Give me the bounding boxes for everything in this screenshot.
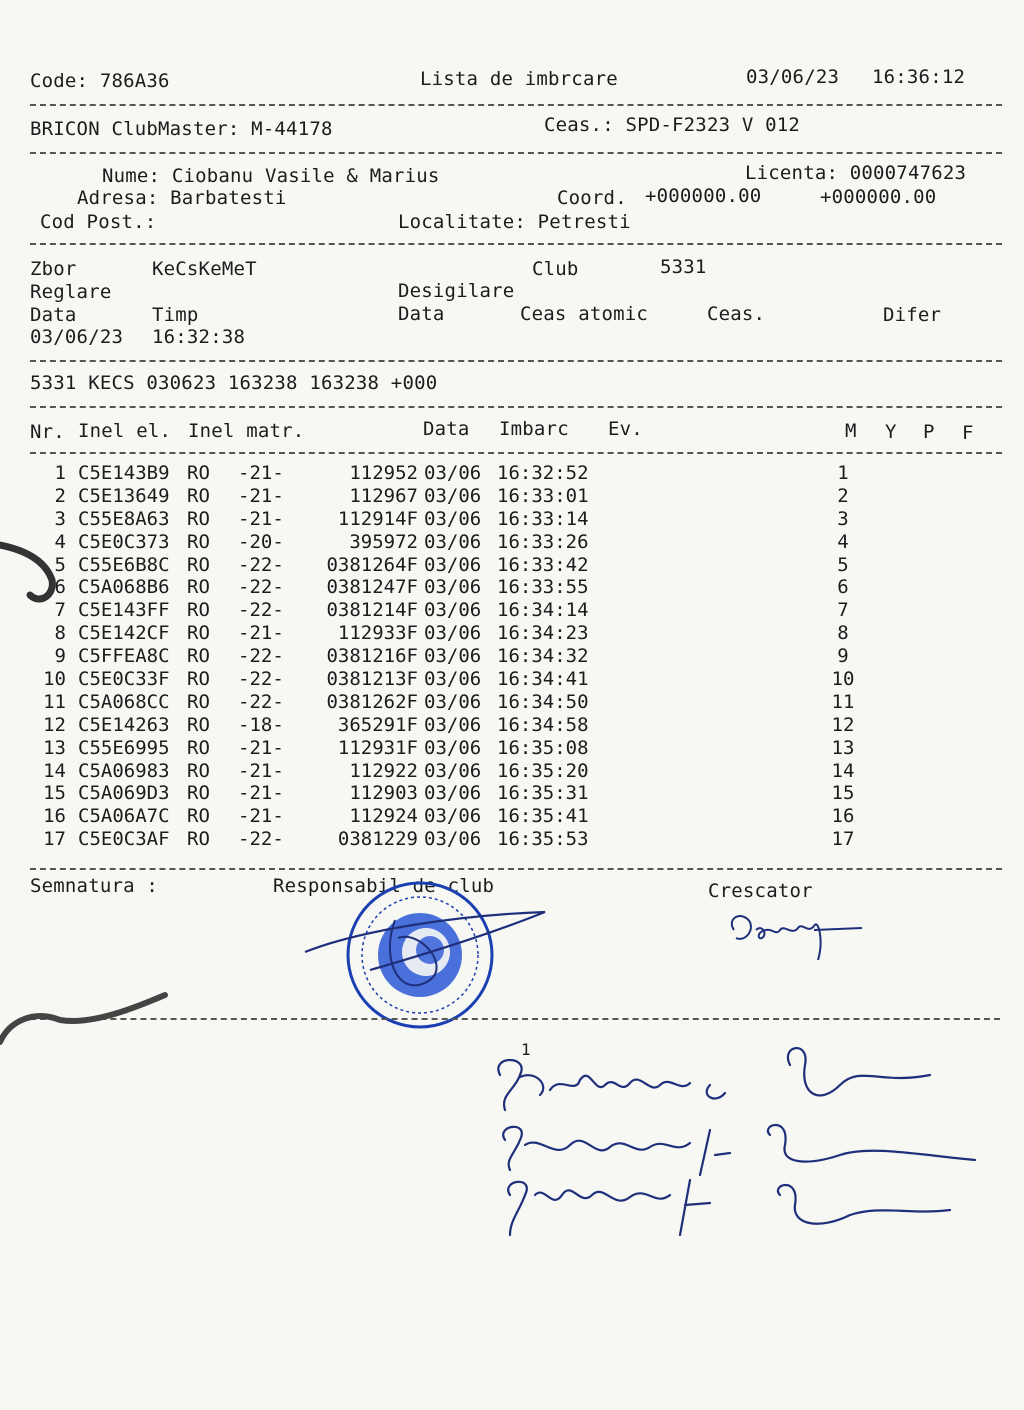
binder-ring-icon [0, 990, 170, 1050]
row-number: 1 [54, 462, 66, 484]
electronic-ring: C5E143FF [78, 599, 170, 622]
header-date: 03/06/23 [746, 66, 840, 88]
arrival-time: 16:33:01 [497, 484, 589, 507]
ring-serial: 0381229 [337, 828, 418, 851]
table-row [0, 760, 1024, 783]
rank: 3 [837, 507, 849, 530]
col-header-inel-el: Inel el. [78, 420, 172, 442]
arrival-date: 03/06 [424, 736, 482, 759]
row-number: 10 [43, 668, 66, 691]
arrival-date: 03/06 [424, 645, 482, 668]
row-number: 8 [54, 622, 66, 645]
arrival-time: 16:34:32 [497, 645, 589, 668]
col-header-p: P [923, 421, 935, 443]
arrival-date: 03/06 [424, 622, 482, 645]
electronic-ring: C5E142CF [78, 622, 170, 645]
page-number: 1 [521, 1040, 531, 1059]
electronic-ring: C5A068B6 [78, 576, 170, 599]
license-label: Licenta: 0000747623 [745, 162, 967, 184]
header-time: 16:36:12 [872, 66, 966, 88]
col-header-m: M [845, 420, 857, 442]
country-code: RO [187, 690, 210, 713]
country-code: RO [187, 759, 210, 782]
country-code: RO [187, 576, 210, 599]
timp-label: Timp [152, 304, 199, 326]
rank: 6 [837, 576, 849, 599]
club-value: 5331 [660, 256, 707, 278]
club-label: Club [532, 258, 579, 280]
ring-year: -22- [238, 828, 284, 851]
ring-serial: 0381216F [326, 645, 418, 668]
arrival-time: 16:35:53 [497, 828, 589, 851]
row-number: 17 [43, 828, 66, 851]
arrival-time: 16:33:42 [497, 553, 589, 576]
ring-serial: 112933F [337, 622, 418, 645]
ring-year: -22- [238, 668, 284, 691]
breeder-label: Crescator [708, 880, 813, 902]
table-row [0, 622, 1024, 645]
arrival-date: 03/06 [424, 462, 482, 484]
table-row [0, 691, 1024, 714]
ring-serial: 0381264F [326, 553, 418, 576]
col-header-data: Data [423, 418, 470, 440]
arrival-date: 03/06 [424, 782, 482, 805]
arrival-time: 16:34:58 [497, 713, 589, 736]
arrival-date: 03/06 [424, 484, 482, 507]
rank: 1 [837, 462, 849, 484]
table-row [0, 828, 1024, 851]
divider [30, 152, 1002, 154]
divider [30, 243, 1002, 245]
ring-serial: 112952 [349, 462, 418, 484]
row-number: 6 [54, 576, 66, 599]
table-row [0, 599, 1024, 622]
electronic-ring: C55E8A63 [78, 507, 170, 530]
country-code: RO [187, 645, 210, 668]
arrival-time: 16:33:26 [497, 530, 589, 553]
flight-label: Zbor [30, 258, 77, 280]
country-code: RO [187, 553, 210, 576]
data-label: Data [30, 304, 77, 326]
ring-year: -20- [238, 530, 284, 553]
electronic-ring: C5E0C3AF [78, 828, 170, 851]
table-row [0, 782, 1024, 805]
table-row [0, 668, 1024, 691]
ring-year: -21- [238, 507, 284, 530]
rank: 14 [831, 759, 855, 782]
divider [30, 104, 1002, 106]
code-label: Code: 786A36 [30, 70, 170, 92]
ring-year: -22- [238, 690, 284, 713]
ring-serial: 395972 [349, 530, 418, 553]
rank: 9 [837, 645, 849, 668]
rank: 17 [831, 828, 855, 851]
ring-year: -21- [238, 622, 284, 645]
difference-label: Difer [883, 304, 942, 326]
flight-code-line: 5331 KECS 030623 163238 163238 +000 [30, 372, 438, 394]
table-row [0, 576, 1024, 599]
electronic-ring: C5E0C33F [78, 668, 170, 691]
table-row [0, 714, 1024, 737]
electronic-ring: C5E143B9 [78, 462, 170, 484]
arrival-date: 03/06 [424, 599, 482, 622]
row-number: 4 [54, 530, 66, 553]
ring-year: -21- [238, 484, 284, 507]
ring-serial: 112903 [349, 782, 418, 805]
row-number: 12 [43, 713, 66, 736]
table-row [0, 508, 1024, 531]
arrival-date: 03/06 [424, 805, 482, 828]
country-code: RO [187, 668, 210, 691]
country-code: RO [187, 805, 210, 828]
ring-year: -21- [238, 759, 284, 782]
divider [30, 360, 1002, 362]
reglare-date: 03/06/23 [30, 326, 124, 348]
row-number: 3 [54, 507, 66, 530]
arrival-date: 03/06 [424, 828, 482, 851]
reglare-time: 16:32:38 [152, 326, 246, 348]
divider [30, 1018, 1000, 1020]
ring-serial: 112922 [349, 759, 418, 782]
arrival-date: 03/06 [424, 690, 482, 713]
table-row [0, 554, 1024, 577]
atomic-clock-label: Ceas atomic [520, 303, 649, 325]
country-code: RO [187, 622, 210, 645]
col-header-nr: Nr. [30, 421, 65, 443]
table-row [0, 531, 1024, 554]
country-code: RO [187, 462, 210, 484]
arrival-time: 16:35:20 [497, 759, 589, 782]
rank: 11 [831, 690, 855, 713]
arrival-time: 16:33:14 [497, 507, 589, 530]
table-row [0, 485, 1024, 508]
arrival-time: 16:35:41 [497, 805, 589, 828]
locality-label: Localitate: Petresti [398, 211, 631, 233]
electronic-ring: C5A06A7C [78, 805, 170, 828]
rank: 5 [837, 553, 849, 576]
row-number: 7 [54, 599, 66, 622]
rank: 12 [831, 713, 855, 736]
arrival-time: 16:34:14 [497, 599, 589, 622]
table-row [0, 737, 1024, 760]
arrival-time: 16:34:41 [497, 668, 589, 691]
rank: 2 [837, 484, 849, 507]
country-code: RO [187, 782, 210, 805]
col-header-f: F [962, 422, 974, 444]
ring-year: -22- [238, 645, 284, 668]
row-number: 16 [43, 805, 66, 828]
clock-col-label: Ceas. [707, 303, 766, 325]
electronic-ring: C5A068CC [78, 690, 170, 713]
electronic-ring: C5A06983 [78, 759, 170, 782]
ring-serial: 112967 [349, 484, 418, 507]
col-header-ev: Ev. [608, 418, 643, 440]
arrival-date: 03/06 [424, 553, 482, 576]
coord-value-2: +000000.00 [820, 186, 937, 208]
ring-serial: 112931F [337, 736, 418, 759]
arrival-table [0, 462, 1024, 851]
ring-serial: 0381213F [326, 668, 418, 691]
row-number: 11 [43, 690, 66, 713]
binder-ring-icon [0, 535, 80, 610]
arrival-time: 16:34:50 [497, 690, 589, 713]
electronic-ring: C5FFEA8C [78, 645, 170, 668]
rank: 10 [831, 668, 855, 691]
country-code: RO [187, 484, 210, 507]
club-responsible-label: Responsabil de club [273, 875, 495, 897]
arrival-date: 03/06 [424, 507, 482, 530]
rank: 4 [837, 530, 849, 553]
table-row [0, 805, 1024, 828]
country-code: RO [187, 736, 210, 759]
ring-year: -22- [238, 576, 284, 599]
reglare-label: Reglare [30, 281, 112, 303]
rank: 8 [837, 622, 849, 645]
row-number: 9 [54, 645, 66, 668]
arrival-time: 16:33:55 [497, 576, 589, 599]
electronic-ring: C5E14263 [78, 713, 170, 736]
row-number: 5 [54, 553, 66, 576]
rank: 13 [831, 736, 855, 759]
country-code: RO [187, 599, 210, 622]
owner-name: Nume: Ciobanu Vasile & Marius [102, 165, 440, 187]
arrival-time: 16:32:52 [497, 462, 589, 484]
arrival-date: 03/06 [424, 576, 482, 599]
col-header-y: Y [885, 421, 897, 443]
ring-year: -22- [238, 599, 284, 622]
table-row [0, 462, 1024, 485]
row-number: 14 [43, 759, 66, 782]
row-number: 13 [43, 736, 66, 759]
arrival-time: 16:35:31 [497, 782, 589, 805]
ring-serial: 0381214F [326, 599, 418, 622]
ring-serial: 365291F [337, 713, 418, 736]
postal-code-label: Cod Post.: [40, 211, 157, 233]
divider [30, 406, 1002, 408]
document-title: Lista de imbrcare [420, 68, 618, 90]
flight-value: KeCsKeMeT [152, 258, 257, 280]
row-number: 15 [43, 782, 66, 805]
col-header-inel-matr: Inel matr. [188, 420, 305, 442]
country-code: RO [187, 828, 210, 851]
country-code: RO [187, 507, 210, 530]
row-number: 2 [54, 484, 66, 507]
electronic-ring: C5E13649 [78, 484, 170, 507]
arrival-time: 16:34:23 [497, 622, 589, 645]
table-row [0, 645, 1024, 668]
country-code: RO [187, 530, 210, 553]
electronic-ring: C55E6995 [78, 736, 170, 759]
ring-year: -21- [238, 462, 284, 484]
device-label: BRICON ClubMaster: M-44178 [30, 118, 333, 140]
data-label-2: Data [398, 303, 445, 325]
ring-serial: 112914F [337, 507, 418, 530]
rank: 15 [831, 782, 855, 805]
electronic-ring: C5E0C373 [78, 530, 170, 553]
ring-serial: 112924 [349, 805, 418, 828]
rank: 16 [831, 805, 855, 828]
desigilare-label: Desigilare [398, 280, 515, 302]
ring-year: -21- [238, 736, 284, 759]
rank: 7 [837, 599, 849, 622]
club-stamp-icon [300, 860, 560, 1050]
arrival-date: 03/06 [424, 668, 482, 691]
signature-label: Semnatura : [30, 875, 159, 897]
breeder-signature-icon [722, 900, 872, 965]
coord-label: Coord. [557, 187, 627, 209]
arrival-time: 16:35:08 [497, 736, 589, 759]
ring-year: -21- [238, 805, 284, 828]
arrival-date: 03/06 [424, 759, 482, 782]
electronic-ring: C55E6B8C [78, 553, 170, 576]
electronic-ring: C5A069D3 [78, 782, 170, 805]
ring-serial: 0381262F [326, 690, 418, 713]
handwritten-signatures-icon [480, 1035, 980, 1250]
address-label: Adresa: Barbatesti [77, 187, 287, 209]
ring-year: -18- [238, 713, 284, 736]
col-header-imbarc: Imbarc [499, 418, 569, 440]
ring-year: -22- [238, 553, 284, 576]
clock-label: Ceas.: SPD-F2323 V 012 [544, 114, 801, 136]
arrival-date: 03/06 [424, 530, 482, 553]
ring-year: -21- [238, 782, 284, 805]
divider [30, 452, 1002, 454]
coord-value-1: +000000.00 [645, 185, 762, 207]
country-code: RO [187, 713, 210, 736]
ring-serial: 0381247F [326, 576, 418, 599]
arrival-date: 03/06 [424, 713, 482, 736]
